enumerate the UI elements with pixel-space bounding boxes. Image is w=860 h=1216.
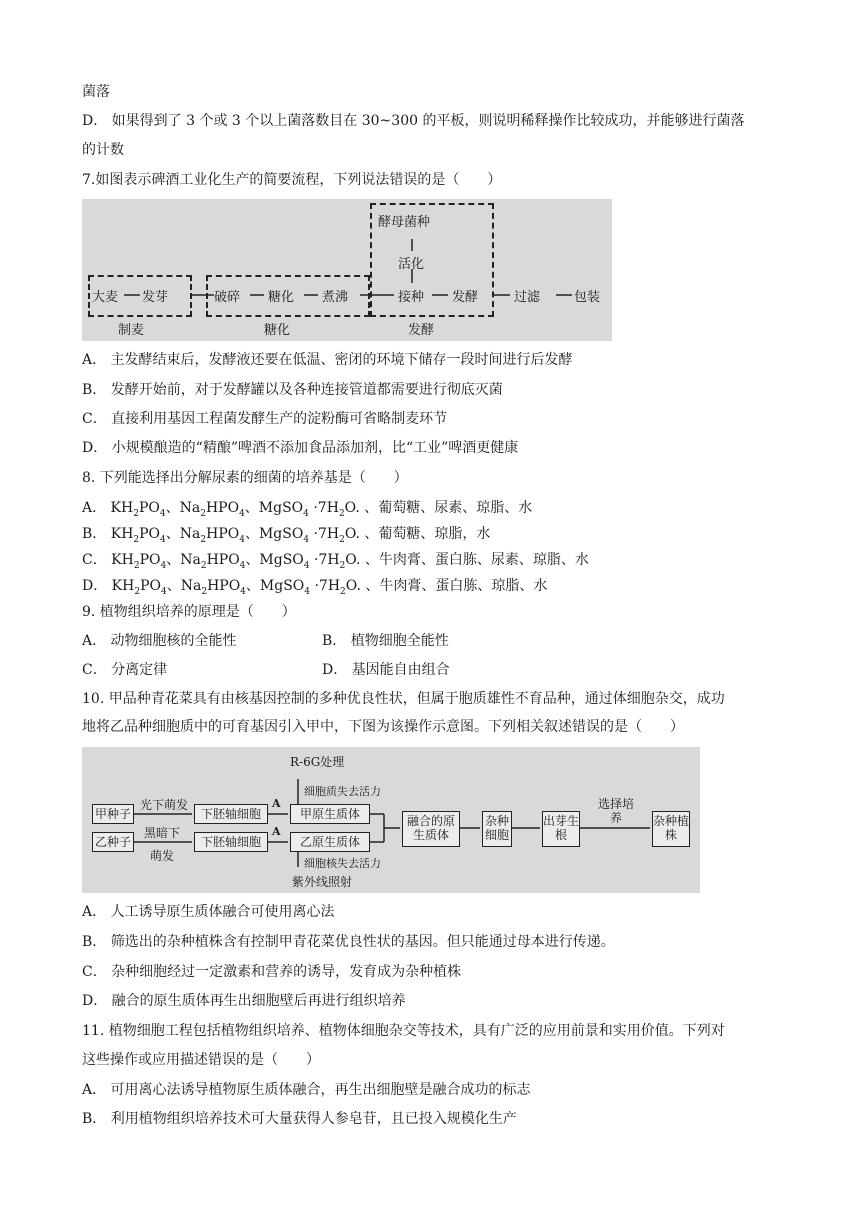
label-malting: 制麦 [118, 323, 145, 338]
label-saccharify: 糖化 [264, 323, 291, 338]
q6-option-d: D． 如果得到了 3 个或 3 个以上菌落数目在 30~300 的平板，则说明稀释操作比较成功，并能够进行菌落 [82, 113, 745, 129]
q7-option-b: B． 发酵开始前，对于发酵罐以及各种连接管道都需要进行彻底灭菌 [82, 382, 503, 398]
q10-stem-cont: 地将乙品种细胞质中的可育基因引入甲中，下图为该操作示意图。下列相关叙述错误的是（ ） [82, 719, 684, 735]
q7-stem: 7.如图表示碑酒工业化生产的简要流程，下列说法错误的是（ ） [82, 172, 502, 188]
q8-option-d: D． $KH_2PO_4$、$Na_2HPO_4$、MgSO$_4$ $\cdot 7H_2O$. 、牛肉膏、蛋白胨、琼脂、水 [82, 578, 548, 597]
step-a-label: A [272, 797, 281, 810]
node-barley: 大麦 [92, 290, 119, 305]
q8-option-c: C． $KH_2PO_4$、$Na_2HPO_4$、MgSO$_4$ $\cdot 7H_2O$. 、牛肉膏、蛋白胨、尿素、琼脂、水 [82, 552, 589, 571]
q6-tail: 菌落 [82, 84, 110, 100]
q7-option-a: A． 主发酵结束后，发酵液还要在低温、密闭的环境下储存一段时间进行后发酵 [82, 352, 573, 368]
label-ferment: 发酵 [408, 323, 435, 338]
q8-option-c-text: 、牛肉膏、蛋白胨、尿素、琼脂、水 [364, 552, 589, 568]
q9-option-d: D． 基因能自由组合 [322, 662, 450, 678]
q7-flowchart [82, 199, 612, 341]
q8-option-b-text: 、葡萄糖、琼脂，水 [364, 526, 491, 542]
cond-light: 光下萌发 [140, 798, 189, 812]
seed-b: 乙种子 [92, 832, 134, 852]
selective-culture: 选择培养 [597, 797, 634, 825]
q11-option-b: B． 利用植物组织培养技术可大量获得人参皂苷，且已投入规模化生产 [82, 1111, 517, 1127]
q11-stem-cont: 这些操作或应用描述错误的是（ ） [82, 1052, 320, 1068]
hybrid-plant: 杂种植株 [652, 811, 690, 847]
uv-irradiation: 紫外线照射 [292, 875, 353, 889]
q9-stem: 9. 植物组织培养的原理是（ ） [82, 604, 296, 620]
node-inoculate: 接种 [398, 290, 425, 305]
q6-option-d-cont: 的计数 [82, 142, 124, 158]
hypocotyl-b: 下胚轴细胞 [194, 832, 268, 852]
q10-option-b: B． 筛选出的杂种植株含有控制甲青花菜优良性状的基因。但只能通过母本进行传递。 [82, 934, 615, 950]
node-germinate: 发芽 [142, 290, 169, 305]
bud-and-root: 出芽生根 [542, 811, 580, 847]
cond-dark: 黑暗下 [144, 826, 181, 840]
q10-option-a: A． 人工诱导原生质体融合可使用离心法 [82, 904, 335, 920]
step-a-label-2: A [272, 825, 281, 838]
q9-option-b: B． 植物细胞全能性 [322, 633, 449, 649]
r6g-treatment: R-6G处理 [290, 755, 345, 769]
cytoplasm-inactivated: 细胞质失去活力 [304, 785, 381, 798]
q10-stem: 10. 甲品种青花菜具有由核基因控制的多种优良性状，但属于胞质雄性不育品种，通过体细胞杂交，成功 [82, 691, 725, 707]
nucleus-inactivated: 细胞核失去活力 [304, 857, 381, 870]
q7-option-d: D． 小规模酿造的“精酿”啤酒不添加食品添加剂，比“工业”啤酒更健康 [82, 440, 519, 456]
node-ferment: 发酵 [452, 290, 479, 305]
q10-option-d: D． 融合的原生质体再生出细胞壁后再进行组织培养 [82, 993, 406, 1009]
flow-arrows [82, 199, 612, 341]
seed-a: 甲种子 [92, 804, 134, 824]
node-saccharify: 糖化 [268, 290, 295, 305]
q8-option-b: B． $KH_2PO_4$、$Na_2HPO_4$、MgSO$_4$ $\cdot 7H_2O$. 、葡萄糖、琼脂，水 [82, 526, 491, 545]
q9-option-a: A． 动物细胞核的全能性 [82, 633, 237, 649]
q11-stem: 11. 植物细胞工程包括植物组织培养、植物体细胞杂交等技术，具有广泛的应用前景和实用价值。下列对 [82, 1023, 725, 1039]
hybrid-cell: 杂种细胞 [482, 811, 512, 847]
q8-option-a-text: 、葡萄糖、尿素、琼脂、水 [364, 500, 533, 516]
q8-option-d-text: 、牛肉膏、蛋白胨、琼脂、水 [365, 578, 548, 594]
protoplast-a: 甲原生质体 [290, 804, 370, 824]
hypocotyl-a: 下胚轴细胞 [194, 804, 268, 824]
q8-option-a: A． $KH_2PO_4$、$Na_2HPO_4$、MgSO$_4$ $\cdot 7H_2O$. 、葡萄糖、尿素、琼脂、水 [82, 500, 533, 519]
node-crush: 破碎 [214, 290, 241, 305]
protoplast-b: 乙原生质体 [290, 832, 370, 852]
node-activate: 活化 [398, 257, 425, 272]
node-boil: 煮沸 [322, 290, 349, 305]
fused-protoplast: 融合的原生质体 [402, 811, 460, 847]
node-filter: 过滤 [514, 290, 541, 305]
q10-diagram [82, 747, 700, 893]
node-package: 包装 [574, 290, 601, 305]
q11-option-a: A． 可用离心法诱导植物原生质体融合，再生出细胞壁是融合成功的标志 [82, 1082, 531, 1098]
cond-germinate: 萌发 [150, 849, 175, 863]
q8-stem: 8. 下列能选择出分解尿素的细菌的培养基是（ ） [82, 470, 408, 486]
node-yeast: 酵母菌种 [378, 215, 431, 230]
q9-option-c: C． 分离定律 [82, 662, 168, 678]
q7-option-c: C． 直接利用基因工程菌发酵生产的淀粉酶可省略制麦环节 [82, 411, 448, 427]
q10-option-c: C． 杂种细胞经过一定激素和营养的诱导，发育成为杂种植株 [82, 964, 462, 980]
